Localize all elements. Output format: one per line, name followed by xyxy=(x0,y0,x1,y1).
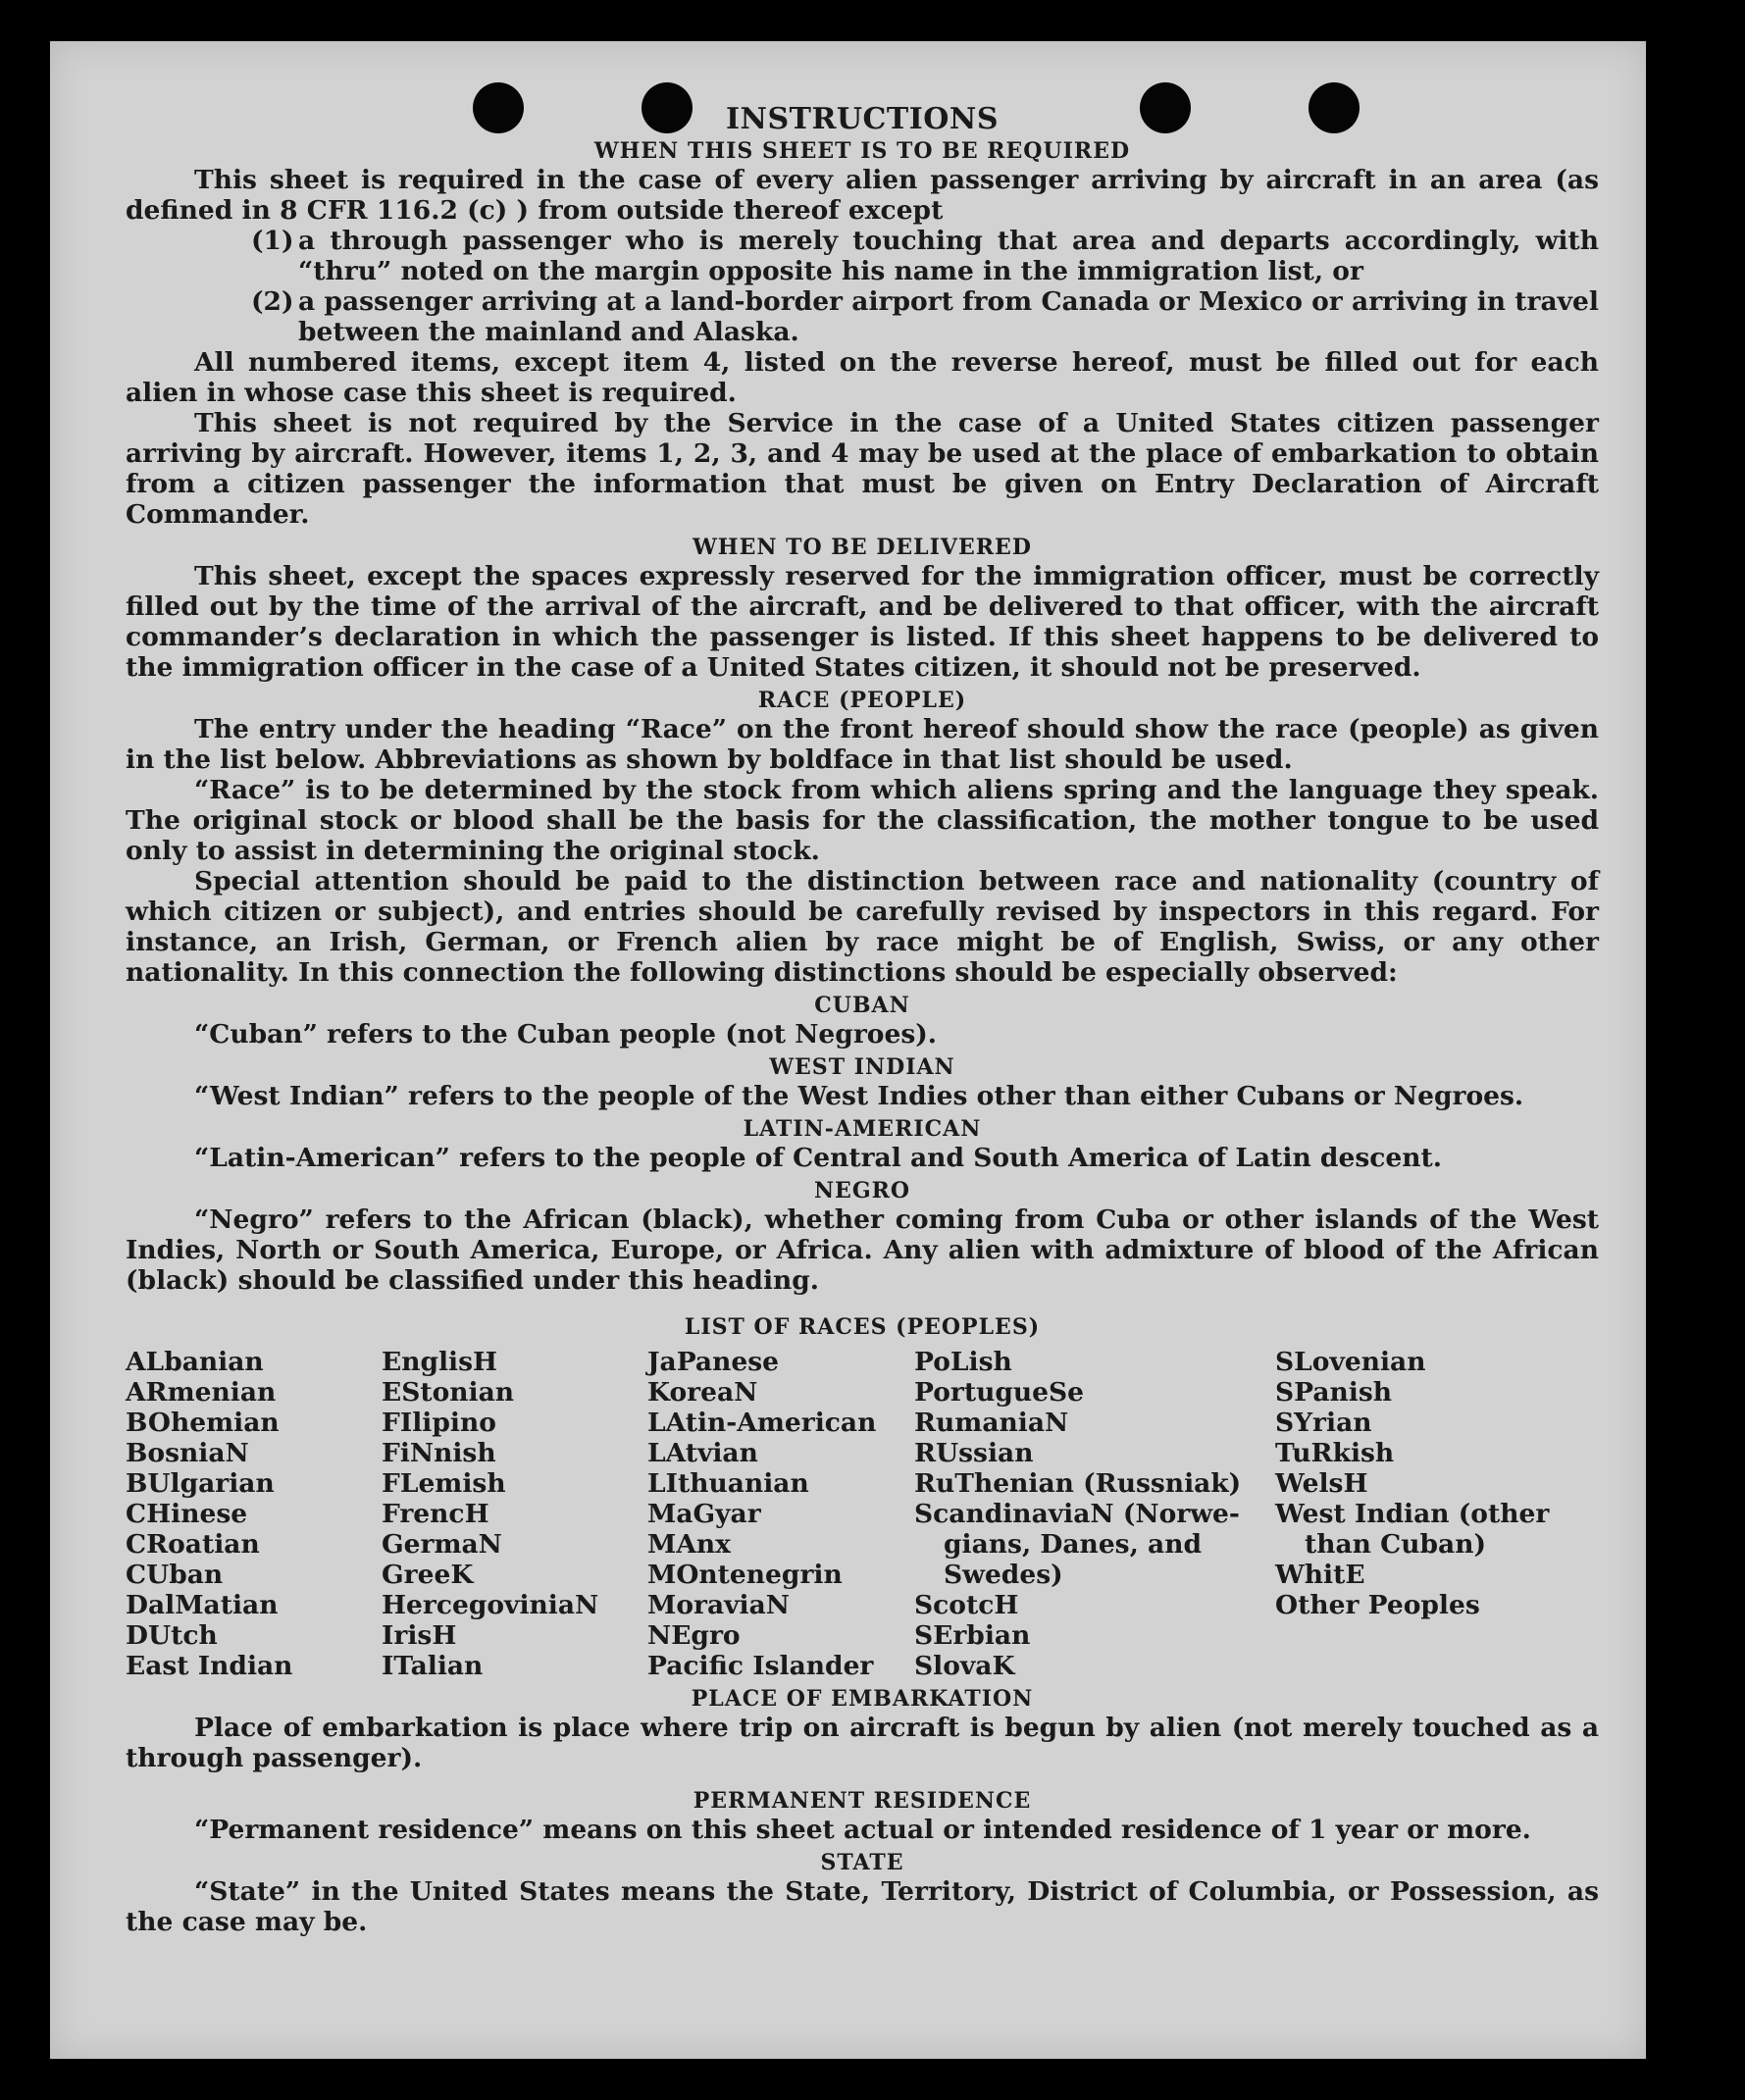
race-entry: ARmenian xyxy=(126,1377,277,1408)
races-column-3 xyxy=(647,1347,914,1681)
race-entry: Pacific Islander xyxy=(647,1651,874,1681)
race-entry: SPanish xyxy=(1275,1377,1393,1408)
heading-west-indian: WEST INDIAN xyxy=(769,1054,955,1080)
race-entry: ITalian xyxy=(382,1651,484,1681)
race-entry: FiNnish xyxy=(382,1438,496,1468)
race-entry: JaPanese xyxy=(647,1347,780,1377)
race-entry: SlovaK xyxy=(914,1651,1015,1681)
races-list xyxy=(126,1347,1599,1681)
race-entry: gians, Danes, and xyxy=(944,1529,1203,1560)
race-entry: GermaN xyxy=(382,1529,502,1560)
race-entry: FrencH xyxy=(382,1499,489,1529)
paragraph-numbered-items: All numbered items, except item 4, listed on the reverse hereof, must be filled out for each alien in whose case this sheet is required. xyxy=(126,347,1599,408)
race-entry: FLemish xyxy=(382,1468,506,1499)
races-column-1 xyxy=(126,1347,382,1681)
heading-latin-american: LATIN-AMERICAN xyxy=(743,1116,982,1142)
heading-list-of-races: LIST OF RACES (PEOPLES) xyxy=(684,1314,1041,1340)
race-entry: DalMatian xyxy=(126,1590,279,1620)
heading-race: RACE (PEOPLE) xyxy=(757,688,967,713)
race-entry: Swedes) xyxy=(944,1560,1063,1590)
heading-cuban: CUBAN xyxy=(814,993,910,1018)
races-column-4 xyxy=(914,1347,1275,1681)
race-entry: ScandinaviaN (Norwe- xyxy=(914,1499,1240,1529)
instructions-content xyxy=(126,102,1599,1937)
race-entry: LAtvian xyxy=(647,1438,758,1468)
paragraph-latin-american: “Latin-American” refers to the people of Central and South America of Latin descent. xyxy=(194,1143,1442,1173)
race-entry: MOntenegrin xyxy=(647,1560,843,1590)
race-entry: PoLish xyxy=(914,1347,1012,1377)
paragraph-embarkation: Place of embarkation is place where trip on aircraft is begun by alien (not merely touched as a through passenger). xyxy=(126,1713,1599,1773)
paragraph-negro: “Negro” refers to the African (black), whether coming from Cuba or other islands of the West Indies, North or South America, Europe, or Africa. Any alien with admixture of blood of the African (black) should be classified under this heading. xyxy=(126,1204,1599,1296)
heading-permanent-residence: PERMANENT RESIDENCE xyxy=(693,1788,1032,1814)
race-entry: CUban xyxy=(126,1560,224,1590)
paragraph-west-indian: “West Indian” refers to the people of the West Indies other than either Cubans or Negroes. xyxy=(194,1081,1524,1111)
document-page xyxy=(50,41,1646,2059)
heading-state: STATE xyxy=(820,1850,904,1875)
race-entry: KoreaN xyxy=(647,1377,758,1408)
item-number: (1) xyxy=(251,226,294,256)
race-entry: East Indian xyxy=(126,1651,293,1681)
race-entry: BUlgarian xyxy=(126,1468,275,1499)
races-column-5 xyxy=(1275,1347,1599,1681)
race-entry: SErbian xyxy=(914,1620,1031,1651)
race-entry: LIthuanian xyxy=(647,1468,809,1499)
race-entry: RumaniaN xyxy=(914,1408,1069,1438)
list-item xyxy=(251,226,1599,286)
list-item xyxy=(251,286,1599,347)
paragraph-citizen: This sheet is not required by the Service in the case of a United States citizen passenger arriving by aircraft. However, items 1, 2, 3, and 4 may be used at the place of embarkation to obtain from a citizen passenger the information that must be given on Entry Declaration of Aircraft Commander. xyxy=(126,408,1599,530)
race-entry: HercegoviniaN xyxy=(382,1590,599,1620)
paragraph-race-2: “Race” is to be determined by the stock from which aliens spring and the language they speak. The original stock or blood shall be the basis for the classification, the mother tongue to be used only to assist in determining the original stock. xyxy=(126,775,1599,866)
page-title: INSTRUCTIONS xyxy=(726,102,999,136)
paragraph-race-3: Special attention should be paid to the distinction between race and nationality (country of which citizen or subject), and entries should be carefully revised by inspectors in this regard. For instance, an Irish, German, or French alien by race might be of English, Swiss, or any other nationality. In this connection the following distinctions should be especially observed: xyxy=(126,866,1599,988)
race-entry: EnglisH xyxy=(382,1347,498,1377)
race-entry: RuThenian (Russniak) xyxy=(914,1468,1242,1499)
race-entry: LAtin-American xyxy=(647,1408,877,1438)
item-text: a through passenger who is merely touching that area and departs accordingly, with “thru” noted on the margin opposite his name in the immigration list, or xyxy=(298,226,1599,286)
paragraph-race-1: The entry under the heading “Race” on the front hereof should show the race (people) as given in the list below. Abbreviations as shown by boldface in that list should be used. xyxy=(126,714,1599,775)
race-entry: MoraviaN xyxy=(647,1590,790,1620)
race-entry: DUtch xyxy=(126,1620,218,1651)
race-entry: BosniaN xyxy=(126,1438,249,1468)
paragraph-cuban: “Cuban” refers to the Cuban people (not Negroes). xyxy=(194,1019,937,1050)
heading-when-required: WHEN THIS SHEET IS TO BE REQUIRED xyxy=(593,138,1131,164)
race-entry: TuRkish xyxy=(1275,1438,1395,1468)
race-entry: SLovenian xyxy=(1275,1347,1426,1377)
race-entry: West Indian (other than Cuban) xyxy=(1275,1499,1550,1560)
paragraph-when-delivered: This sheet, except the spaces expressly reserved for the immigration officer, must be correctly filled out by the time of the arrival of the aircraft, and be delivered to that officer, with the aircraft commander’s declaration in which the passenger is listed. If this sheet happens to be delivered to the immigration officer in the case of a United States citizen, it should not be preserved. xyxy=(126,561,1599,683)
race-entry: MAnx xyxy=(647,1529,731,1560)
races-column-2 xyxy=(382,1347,647,1681)
race-entry: GreeK xyxy=(382,1560,474,1590)
heading-place-of-embarkation: PLACE OF EMBARKATION xyxy=(691,1686,1034,1712)
item-number: (2) xyxy=(251,286,294,317)
race-entry: NEgro xyxy=(647,1620,741,1651)
paragraph-when-required-intro: This sheet is required in the case of every alien passenger arriving by aircraft in an area (as defined in 8 CFR 116.2 (c) ) from outside thereof except xyxy=(126,165,1599,226)
item-text: a passenger arriving at a land-border airport from Canada or Mexico or arriving in travel between the mainland and Alaska. xyxy=(298,286,1599,347)
race-entry: SYrian xyxy=(1275,1408,1372,1438)
race-entry: WelsH xyxy=(1275,1468,1368,1499)
race-entry: CHinese xyxy=(126,1499,248,1529)
race-entry: ALbanian xyxy=(126,1347,264,1377)
race-entry: Other Peoples xyxy=(1275,1590,1480,1620)
race-entry: WhitE xyxy=(1275,1560,1365,1590)
race-entry: PortugueSe xyxy=(914,1377,1085,1408)
race-entry: IrisH xyxy=(382,1620,457,1651)
heading-when-delivered: WHEN TO BE DELIVERED xyxy=(693,535,1032,560)
race-entry: RUssian xyxy=(914,1438,1034,1468)
race-entry: BOhemian xyxy=(126,1408,280,1438)
race-entry: EStonian xyxy=(382,1377,515,1408)
heading-negro: NEGRO xyxy=(813,1178,911,1204)
race-entry: CRoatian xyxy=(126,1529,260,1560)
paragraph-residence: “Permanent residence” means on this sheet actual or intended residence of 1 year or more. xyxy=(194,1815,1531,1845)
race-entry: FIlipino xyxy=(382,1408,496,1438)
race-entry: MaGyar xyxy=(647,1499,761,1529)
race-entry: ScotcH xyxy=(914,1590,1019,1620)
paragraph-state: “State” in the United States means the State, Territory, District of Columbia, or Possession, as the case may be. xyxy=(126,1876,1599,1937)
